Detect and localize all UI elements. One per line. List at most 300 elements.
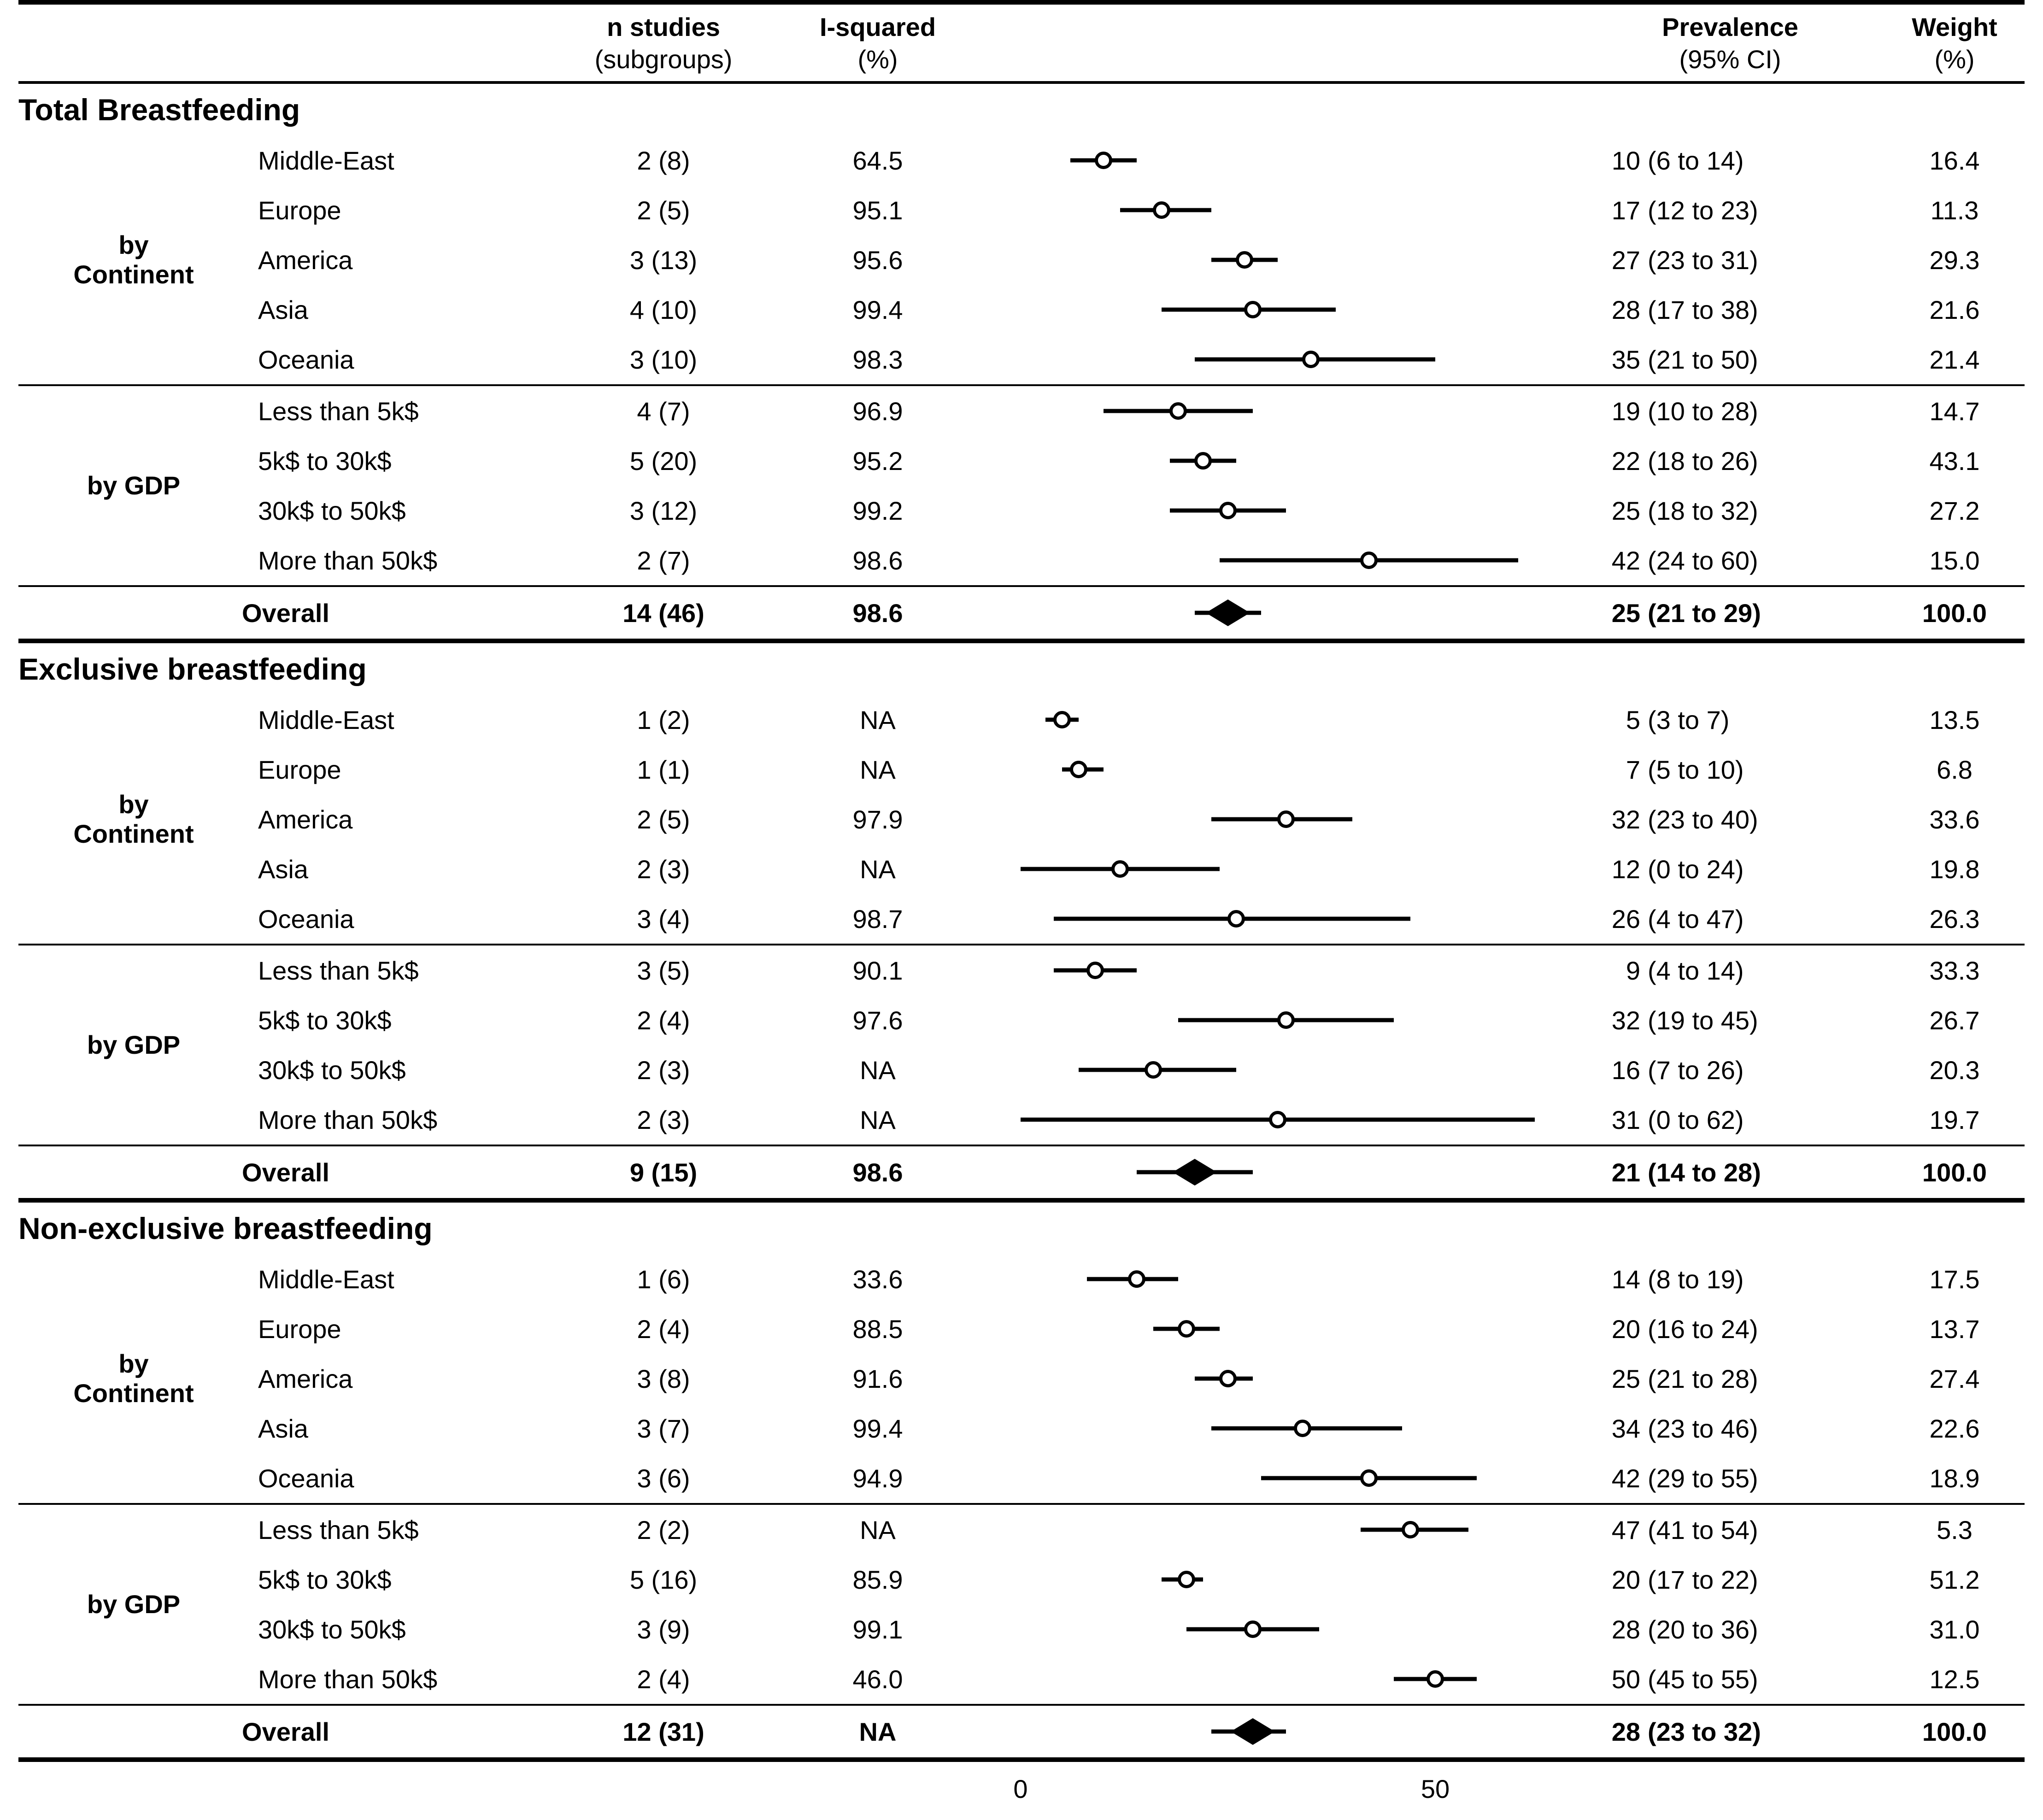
prevalence-value	[1576, 1314, 1884, 1344]
prevalence-ci: (29 to 55)	[1648, 1463, 1758, 1493]
header-prevalence-line1: Prevalence	[1662, 12, 1798, 41]
section-end-rule	[18, 1757, 2025, 1762]
prevalence-number: 42	[1611, 1463, 1640, 1493]
section	[18, 1203, 2025, 1762]
prevalence-number: 12	[1611, 854, 1640, 884]
point-estimate-marker	[1302, 351, 1320, 368]
prevalence-number: 7	[1626, 755, 1640, 784]
weight-value: 26.7	[1929, 1005, 1980, 1035]
forest-plot-cell	[981, 1254, 1576, 1304]
overall-diamond-marker	[1173, 1159, 1217, 1186]
forest-row	[249, 386, 2025, 436]
weight-value: 27.2	[1929, 496, 1980, 525]
i-squared-value: NA	[860, 1105, 896, 1134]
weight-value: 33.6	[1929, 804, 1980, 834]
forest-table-body	[18, 84, 2025, 1762]
prevalence-ci: (21 to 50)	[1648, 345, 1758, 374]
prevalence-number: 28	[1611, 295, 1640, 324]
row-label: Less than 5k$	[258, 396, 419, 426]
weight-value: 13.5	[1929, 705, 1980, 734]
group-label-text: by GDP	[87, 1030, 181, 1059]
x-axis	[18, 1770, 2025, 1809]
n-studies-value: 1 (1)	[637, 755, 690, 784]
n-studies-value: 5 (20)	[629, 446, 698, 476]
group-rows	[249, 1505, 2025, 1704]
point-estimate-marker	[1194, 452, 1212, 470]
row-label: America	[258, 804, 353, 834]
overall-diamond-marker	[1231, 1718, 1275, 1745]
prevalence-ci: (4 to 47)	[1648, 904, 1744, 933]
forest-plot-cell	[981, 285, 1576, 335]
forest-row	[249, 535, 2025, 585]
forest-plot-cell	[981, 1505, 1576, 1555]
prevalence-number: 20	[1611, 1565, 1640, 1594]
i-squared-value: NA	[860, 755, 896, 784]
forest-row	[249, 335, 2025, 384]
group-label-text: by GDP	[87, 1590, 181, 1619]
prevalence-ci: (21 to 28)	[1648, 1364, 1758, 1393]
header-n-studies-line2: (subgroups)	[594, 45, 733, 74]
n-studies-value: 1 (2)	[637, 705, 690, 734]
header-weight-line2: (%)	[1934, 45, 1975, 74]
prevalence-ci: (6 to 14)	[1648, 146, 1744, 175]
prevalence-number: 31	[1611, 1105, 1640, 1134]
x-axis-tick-0: 0	[1013, 1774, 1028, 1803]
group-by-gdp	[18, 386, 2025, 585]
prevalence-value	[1576, 345, 1884, 375]
i-squared-value: 90.1	[852, 956, 903, 985]
forest-plot-cell	[981, 745, 1576, 794]
row-label: More than 50k$	[258, 1105, 438, 1134]
prevalence-number: 35	[1611, 345, 1640, 374]
point-estimate-marker	[1095, 152, 1112, 169]
point-estimate-marker	[1111, 860, 1129, 878]
prevalence-number: 22	[1611, 446, 1640, 476]
forest-row	[249, 745, 2025, 794]
forest-row	[249, 185, 2025, 235]
overall-label: Overall	[242, 1717, 329, 1746]
group-by-gdp	[18, 1505, 2025, 1704]
weight-value: 33.3	[1929, 956, 1980, 985]
prevalence-value	[1576, 1615, 1884, 1644]
n-studies-value: 2 (8)	[637, 146, 690, 175]
i-squared-value: 94.9	[852, 1463, 903, 1493]
point-estimate-marker	[1178, 1320, 1195, 1338]
n-studies-value: 5 (16)	[629, 1565, 698, 1594]
x-axis-plot-area	[981, 1770, 1576, 1809]
weight-value: 19.8	[1929, 854, 1980, 884]
overall-label: Overall	[242, 1157, 329, 1187]
i-squared-value: 96.9	[852, 396, 903, 426]
group-label	[18, 1254, 249, 1503]
i-squared-value: 46.0	[852, 1664, 903, 1694]
prevalence-number: 42	[1611, 546, 1640, 575]
prevalence-value	[1576, 496, 1884, 526]
prevalence-ci: (0 to 62)	[1648, 1105, 1744, 1134]
prevalence-value	[1576, 1105, 1884, 1135]
forest-plot-cell	[981, 894, 1576, 944]
point-estimate-marker	[1269, 1111, 1286, 1128]
prevalence-value	[1576, 396, 1884, 426]
weight-value: 16.4	[1929, 146, 1980, 175]
prevalence-ci: (18 to 32)	[1648, 496, 1758, 525]
row-label: Asia	[258, 854, 308, 884]
prevalence-ci: (19 to 45)	[1648, 1005, 1758, 1035]
prevalence-number: 25	[1611, 496, 1640, 525]
prevalence-ci: (23 to 46)	[1648, 1414, 1758, 1443]
prevalence-value	[1576, 854, 1884, 884]
row-label: America	[258, 1364, 353, 1393]
prevalence-value	[1576, 904, 1884, 934]
i-squared-value: NA	[860, 854, 896, 884]
prevalence-number: 19	[1611, 396, 1640, 426]
point-estimate-marker	[1244, 301, 1262, 318]
x-axis-tick-50: 50	[1421, 1774, 1450, 1803]
section	[18, 84, 2025, 643]
i-squared-value: 98.6	[852, 598, 903, 628]
forest-plot-cell	[981, 794, 1576, 844]
overall-label: Overall	[242, 598, 329, 628]
prevalence-ci: (45 to 55)	[1648, 1664, 1758, 1694]
weight-value: 26.3	[1929, 904, 1980, 933]
n-studies-value: 2 (5)	[637, 195, 690, 225]
weight-value: 13.7	[1929, 1314, 1980, 1344]
group-by-continent	[18, 1254, 2025, 1503]
prevalence-number: 21	[1611, 1157, 1640, 1187]
i-squared-value: 97.6	[852, 1005, 903, 1035]
prevalence-number: 20	[1611, 1314, 1640, 1344]
forest-row	[249, 486, 2025, 535]
header-weight	[1884, 11, 2025, 76]
i-squared-value: 98.6	[852, 1157, 903, 1187]
n-studies-value: 3 (12)	[629, 496, 698, 525]
n-studies-value: 4 (7)	[637, 396, 690, 426]
row-label: America	[258, 245, 353, 275]
prevalence-number: 14	[1611, 1264, 1640, 1294]
forest-row	[249, 794, 2025, 844]
n-studies-value: 3 (6)	[637, 1463, 690, 1493]
forest-row	[249, 285, 2025, 335]
weight-value: 19.7	[1929, 1105, 1980, 1134]
forest-plot-cell	[981, 235, 1576, 285]
forest-plot-cell	[981, 1706, 1576, 1757]
forest-plot-cell	[981, 844, 1576, 894]
forest-plot-cell	[981, 535, 1576, 585]
header-n-studies-line1: n studies	[607, 12, 720, 41]
point-estimate-marker	[1227, 910, 1245, 928]
weight-value: 29.3	[1929, 245, 1980, 275]
row-label: Europe	[258, 755, 341, 784]
i-squared-value: 98.3	[852, 345, 903, 374]
i-squared-value: 99.4	[852, 1414, 903, 1443]
point-estimate-marker	[1219, 1370, 1237, 1387]
prevalence-ci: (4 to 14)	[1648, 956, 1744, 985]
n-studies-value: 2 (5)	[637, 804, 690, 834]
prevalence-value	[1576, 755, 1884, 785]
prevalence-value	[1576, 1264, 1884, 1294]
row-label: Asia	[258, 295, 308, 324]
row-label: Middle-East	[258, 146, 394, 175]
forest-plot-cell	[981, 436, 1576, 486]
prevalence-ci: (8 to 19)	[1648, 1264, 1744, 1294]
forest-plot-cell	[981, 1555, 1576, 1604]
n-studies-value: 2 (4)	[637, 1314, 690, 1344]
group-label-text: by Continent	[73, 230, 194, 289]
weight-value: 31.0	[1929, 1615, 1980, 1644]
overall-diamond-marker	[1206, 599, 1250, 626]
forest-overall-row	[18, 587, 2025, 639]
forest-row	[249, 1403, 2025, 1453]
i-squared-value: 99.2	[852, 496, 903, 525]
prevalence-value	[1576, 195, 1884, 225]
forest-plot-cell	[981, 1304, 1576, 1354]
point-estimate-marker	[1070, 761, 1087, 778]
n-studies-value: 2 (3)	[637, 1105, 690, 1134]
prevalence-number: 5	[1626, 705, 1640, 734]
weight-value: 43.1	[1929, 446, 1980, 476]
x-axis-spacer	[18, 1770, 981, 1809]
row-label: Less than 5k$	[258, 956, 419, 985]
row-label: Less than 5k$	[258, 1515, 419, 1544]
prevalence-ci: (41 to 54)	[1648, 1515, 1758, 1544]
weight-value: 27.4	[1929, 1364, 1980, 1393]
prevalence-number: 28	[1611, 1615, 1640, 1644]
point-estimate-marker	[1128, 1270, 1145, 1288]
forest-row	[249, 1354, 2025, 1403]
weight-value: 18.9	[1929, 1463, 1980, 1493]
n-studies-value: 3 (7)	[637, 1414, 690, 1443]
section-end-rule	[18, 639, 2025, 643]
section-title: Non-exclusive breastfeeding	[18, 1211, 433, 1245]
header-i-squared-line2: (%)	[857, 45, 898, 74]
weight-value: 6.8	[1937, 755, 1973, 784]
prevalence-value	[1576, 295, 1884, 325]
weight-value: 21.6	[1929, 295, 1980, 324]
prevalence-value	[1576, 1055, 1884, 1085]
forest-row	[249, 844, 2025, 894]
prevalence-value	[1576, 1364, 1884, 1394]
weight-value: 22.6	[1929, 1414, 1980, 1443]
prevalence-ci: (16 to 24)	[1648, 1314, 1758, 1344]
n-studies-value: 2 (3)	[637, 854, 690, 884]
prevalence-ci: (18 to 26)	[1648, 446, 1758, 476]
prevalence-number: 27	[1611, 245, 1640, 275]
prevalence-number: 9	[1626, 956, 1640, 985]
prevalence-value	[1576, 1717, 1884, 1747]
forest-row	[249, 436, 2025, 486]
i-squared-value: 98.7	[852, 904, 903, 933]
forest-plot-cell	[981, 945, 1576, 995]
forest-overall-row	[18, 1706, 2025, 1757]
group-rows	[249, 1254, 2025, 1503]
row-label: Europe	[258, 1314, 341, 1344]
i-squared-value: 95.6	[852, 245, 903, 275]
prevalence-value	[1576, 804, 1884, 834]
prevalence-number: 16	[1611, 1055, 1640, 1085]
prevalence-number: 25	[1611, 1364, 1640, 1393]
forest-row	[249, 1505, 2025, 1555]
group-label	[18, 386, 249, 585]
i-squared-value: 95.1	[852, 195, 903, 225]
row-label: 5k$ to 30k$	[258, 1565, 392, 1594]
forest-plot-cell	[981, 1453, 1576, 1503]
prevalence-value	[1576, 1157, 1884, 1187]
prevalence-value	[1576, 146, 1884, 176]
weight-value: 17.5	[1929, 1264, 1980, 1294]
weight-value: 5.3	[1937, 1515, 1973, 1544]
prevalence-number: 26	[1611, 904, 1640, 933]
n-studies-value: 3 (10)	[629, 345, 698, 374]
group-label	[18, 135, 249, 384]
forest-plot-cell	[981, 386, 1576, 436]
row-label: Europe	[258, 195, 341, 225]
n-studies-value: 3 (5)	[637, 956, 690, 985]
forest-row	[249, 1654, 2025, 1704]
prevalence-value	[1576, 1463, 1884, 1493]
forest-row	[249, 1453, 2025, 1503]
forest-row	[249, 945, 2025, 995]
row-label: 30k$ to 50k$	[258, 1055, 406, 1085]
header-i-squared	[774, 11, 981, 76]
i-squared-value: NA	[860, 1515, 896, 1544]
n-studies-value: 2 (4)	[637, 1005, 690, 1035]
n-studies-value: 14 (46)	[622, 598, 704, 628]
n-studies-value: 4 (10)	[629, 295, 698, 324]
row-label: 5k$ to 30k$	[258, 1005, 392, 1035]
table-header	[18, 5, 2025, 81]
section-title: Exclusive breastfeeding	[18, 652, 367, 686]
i-squared-value: 64.5	[852, 146, 903, 175]
prevalence-number: 32	[1611, 804, 1640, 834]
row-label: 5k$ to 30k$	[258, 446, 392, 476]
prevalence-ci: (5 to 10)	[1648, 755, 1744, 784]
prevalence-ci: (0 to 24)	[1648, 854, 1744, 884]
point-estimate-marker	[1427, 1670, 1444, 1688]
weight-value: 51.2	[1929, 1565, 1980, 1594]
n-studies-value: 9 (15)	[629, 1157, 698, 1187]
section-title: Total Breastfeeding	[18, 93, 300, 127]
header-weight-line1: Weight	[1912, 12, 1997, 41]
weight-value: 100.0	[1922, 1717, 1987, 1746]
prevalence-ci: (3 to 7)	[1648, 705, 1730, 734]
prevalence-number: 34	[1611, 1414, 1640, 1443]
section	[18, 643, 2025, 1203]
weight-value: 21.4	[1929, 345, 1980, 374]
i-squared-value: 95.2	[852, 446, 903, 476]
prevalence-number: 17	[1611, 195, 1640, 225]
row-label: More than 50k$	[258, 1664, 438, 1694]
forest-plot-cell	[981, 695, 1576, 745]
forest-row	[249, 1555, 2025, 1604]
point-estimate-marker	[1145, 1061, 1162, 1079]
prevalence-value	[1576, 1414, 1884, 1444]
weight-value: 15.0	[1929, 546, 1980, 575]
group-rows	[249, 386, 2025, 585]
group-by-gdp	[18, 945, 2025, 1145]
n-studies-value: 3 (8)	[637, 1364, 690, 1393]
point-estimate-marker	[1169, 402, 1187, 420]
forest-row	[249, 995, 2025, 1045]
prevalence-value	[1576, 546, 1884, 575]
prevalence-value	[1576, 1664, 1884, 1694]
forest-row	[249, 1254, 2025, 1304]
point-estimate-marker	[1153, 201, 1170, 219]
prevalence-ci: (7 to 26)	[1648, 1055, 1744, 1085]
weight-value: 100.0	[1922, 1157, 1987, 1187]
point-estimate-marker	[1086, 962, 1104, 979]
n-studies-value: 1 (6)	[637, 1264, 690, 1294]
point-estimate-marker	[1402, 1521, 1419, 1538]
row-label: Oceania	[258, 1463, 354, 1493]
row-label: Middle-East	[258, 1264, 394, 1294]
point-estimate-marker	[1360, 1469, 1378, 1487]
header-prevalence-line2: (95% CI)	[1679, 45, 1781, 74]
n-studies-value: 2 (2)	[637, 1515, 690, 1544]
forest-plot-cell	[981, 995, 1576, 1045]
prevalence-ci: (17 to 22)	[1648, 1565, 1758, 1594]
i-squared-value: 99.4	[852, 295, 903, 324]
forest-overall-row	[18, 1146, 2025, 1198]
n-studies-value: 3 (13)	[629, 245, 698, 275]
prevalence-number: 50	[1611, 1664, 1640, 1694]
prevalence-ci: (17 to 38)	[1648, 295, 1758, 324]
forest-row	[249, 1604, 2025, 1654]
n-studies-value: 12 (31)	[622, 1717, 704, 1746]
forest-row	[249, 695, 2025, 745]
prevalence-value	[1576, 1005, 1884, 1035]
group-label-text: by Continent	[73, 790, 194, 848]
forest-plot-cell	[981, 1604, 1576, 1654]
prevalence-ci: (23 to 32)	[1648, 1717, 1761, 1746]
i-squared-value: 88.5	[852, 1314, 903, 1344]
section-end-rule	[18, 1198, 2025, 1203]
prevalence-ci: (14 to 28)	[1648, 1157, 1761, 1187]
i-squared-value: 33.6	[852, 1264, 903, 1294]
prevalence-ci: (21 to 29)	[1648, 598, 1761, 628]
group-label-text: by GDP	[87, 471, 181, 500]
forest-plot-cell	[981, 185, 1576, 235]
n-studies-value: 3 (9)	[637, 1615, 690, 1644]
group-rows	[249, 135, 2025, 384]
i-squared-value: NA	[860, 705, 896, 734]
header-prevalence	[1576, 11, 1884, 76]
prevalence-number: 28	[1611, 1717, 1640, 1746]
forest-row	[249, 1304, 2025, 1354]
forest-plot-cell	[981, 335, 1576, 384]
row-label: Asia	[258, 1414, 308, 1443]
group-by-continent	[18, 695, 2025, 944]
forest-plot-cell	[981, 587, 1576, 639]
i-squared-value: 91.6	[852, 1364, 903, 1393]
i-squared-value: 99.1	[852, 1615, 903, 1644]
i-squared-value: NA	[860, 1055, 896, 1085]
prevalence-value	[1576, 1515, 1884, 1545]
prevalence-ci: (12 to 23)	[1648, 195, 1758, 225]
n-studies-value: 2 (7)	[637, 546, 690, 575]
point-estimate-marker	[1244, 1620, 1262, 1638]
point-estimate-marker	[1294, 1420, 1311, 1437]
point-estimate-marker	[1053, 711, 1071, 728]
forest-plot-cell	[981, 135, 1576, 185]
row-label: 30k$ to 50k$	[258, 496, 406, 525]
weight-value: 14.7	[1929, 396, 1980, 426]
forest-plot-cell	[981, 1354, 1576, 1403]
header-i-squared-line1: I-squared	[819, 12, 936, 41]
prevalence-value	[1576, 598, 1884, 628]
i-squared-value: NA	[859, 1717, 897, 1746]
point-estimate-marker	[1236, 251, 1253, 269]
header-n-studies	[553, 11, 774, 76]
